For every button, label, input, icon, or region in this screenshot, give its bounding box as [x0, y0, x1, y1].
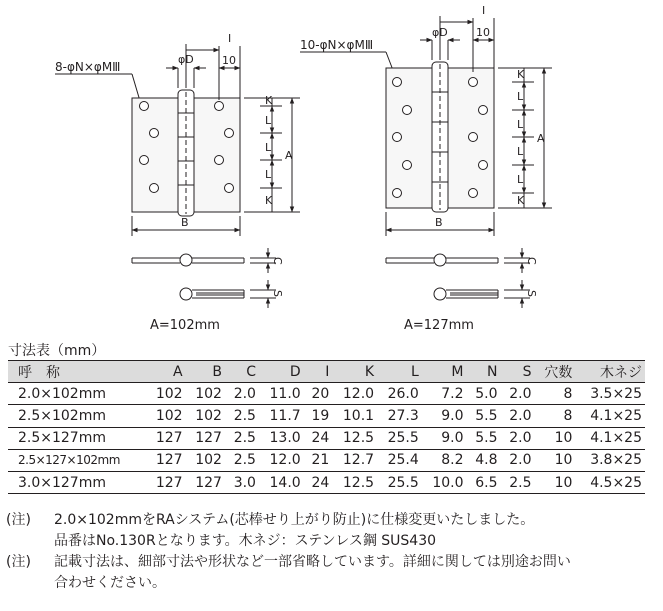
table-cell: 9.0 — [422, 405, 467, 427]
table-cell: 2.0 — [501, 405, 535, 427]
table-cell: 5.0 — [467, 383, 501, 405]
table-cell: 2.5 — [225, 405, 259, 427]
table-cell: 4.8 — [467, 449, 501, 471]
dim-a: A — [537, 132, 545, 145]
header-cell-m: M — [422, 361, 467, 383]
table-cell: 24 — [304, 471, 333, 493]
dim-l-4: L — [517, 173, 524, 186]
dim-phi-d: φD — [432, 26, 448, 39]
dim-i: I — [228, 32, 232, 45]
dim-l-3: L — [265, 168, 272, 181]
note-line: 2.0×102mmをRAシステム(芯棒せり上がり防止)に仕様変更いたしました。 — [54, 512, 535, 528]
table-cell: 3.5×25 — [575, 383, 645, 405]
dim-s: S — [525, 290, 538, 297]
table-cell: 2.5×102mm — [8, 405, 146, 427]
table-cell: 20 — [304, 383, 333, 405]
table-header-row — [8, 361, 645, 383]
table-cell: 2.5×127mm — [8, 427, 146, 449]
table-cell: 12.5 — [332, 471, 377, 493]
table-row — [8, 471, 645, 493]
table-cell: 9.0 — [422, 427, 467, 449]
dim-10: 10 — [476, 26, 490, 39]
dim-l-1: L — [517, 90, 524, 103]
caption-102: A=102mm — [150, 318, 220, 333]
header-cell-screw: 木ネジ — [575, 361, 645, 383]
table-cell: 27.3 — [377, 405, 422, 427]
dim-s: S — [271, 290, 284, 297]
table-cell: 14.0 — [259, 471, 304, 493]
dim-l-2: L — [517, 118, 524, 131]
header-cell-s: S — [501, 361, 535, 383]
table-cell: 102 — [146, 405, 185, 427]
notes — [6, 510, 656, 594]
table-cell: 3.0 — [225, 471, 259, 493]
header-cell-d: D — [259, 361, 304, 383]
dim-k-top: K — [517, 68, 525, 81]
table-row — [8, 383, 645, 405]
note-1 — [6, 510, 656, 552]
header-cell-b: B — [186, 361, 225, 383]
note-mark: (注) — [6, 554, 31, 570]
table-cell: 2.5 — [225, 427, 259, 449]
note-line: 記載寸法は、細部寸法や形状など一部省略しています。詳細に関しては別途お問い — [54, 554, 571, 570]
table-cell: 127 — [186, 427, 225, 449]
dim-k-bottom: K — [517, 194, 525, 207]
dim-k-top: K — [265, 94, 273, 107]
dim-b: B — [435, 216, 443, 229]
table-row — [8, 427, 645, 449]
table-cell: 3.8×25 — [575, 449, 645, 471]
note-2 — [6, 552, 656, 594]
table-cell: 6.5 — [467, 471, 501, 493]
table-cell: 10 — [535, 427, 576, 449]
dim-c: C — [525, 257, 538, 265]
header-cell-i: I — [304, 361, 333, 383]
table-cell: 4.5×25 — [575, 471, 645, 493]
caption-127: A=127mm — [404, 318, 474, 333]
table-cell: 2.0 — [501, 449, 535, 471]
table-cell: 25.4 — [377, 449, 422, 471]
table-cell: 2.5 — [225, 449, 259, 471]
dim-phi-d: φD — [178, 53, 194, 66]
table-cell: 13.0 — [259, 427, 304, 449]
table-cell: 26.0 — [377, 383, 422, 405]
table-cell: 19 — [304, 405, 333, 427]
hinge-drawing-102 — [55, 32, 300, 333]
dim-a: A — [285, 149, 293, 162]
dim-l-2: L — [265, 141, 272, 154]
table-cell: 127 — [186, 471, 225, 493]
table-title: 寸法表（mm） — [8, 343, 106, 359]
table-cell: 2.5 — [501, 471, 535, 493]
dimension-table — [8, 360, 645, 494]
table-cell: 8 — [535, 383, 576, 405]
header-cell-l: L — [377, 361, 422, 383]
dim-10: 10 — [222, 54, 236, 67]
header-cell-a: A — [146, 361, 185, 383]
table-cell: 127 — [146, 427, 185, 449]
table-cell: 102 — [186, 449, 225, 471]
note-line: 合わせください。 — [54, 575, 166, 591]
table-cell: 2.5×127×102mm — [8, 449, 146, 471]
dim-c: C — [271, 257, 284, 265]
table-cell: 102 — [186, 383, 225, 405]
table-cell: 12.0 — [259, 449, 304, 471]
table-cell: 2.0 — [225, 383, 259, 405]
table-cell: 127 — [146, 471, 185, 493]
table-cell: 4.1×25 — [575, 405, 645, 427]
header-cell-k: K — [332, 361, 377, 383]
hole-spec-label: 10-φN×φMⅢ — [300, 38, 374, 52]
table-cell: 11.7 — [259, 405, 304, 427]
table-cell: 21 — [304, 449, 333, 471]
table-cell: 8 — [535, 405, 576, 427]
table-cell: 5.5 — [467, 405, 501, 427]
dim-i: I — [482, 4, 486, 17]
table-cell: 8.2 — [422, 449, 467, 471]
hole-spec-label: 8-φN×φMⅢ — [55, 60, 121, 74]
table-cell: 127 — [146, 449, 185, 471]
table-cell: 10.1 — [332, 405, 377, 427]
table-cell: 102 — [186, 405, 225, 427]
table-cell: 11.0 — [259, 383, 304, 405]
header-cell-c: C — [225, 361, 259, 383]
table-cell: 102 — [146, 383, 185, 405]
table-cell: 12.5 — [332, 427, 377, 449]
table-cell: 12.7 — [332, 449, 377, 471]
note-mark: (注) — [6, 512, 31, 528]
table-row — [8, 405, 645, 427]
table-cell: 12.0 — [332, 383, 377, 405]
table-cell: 5.5 — [467, 427, 501, 449]
table-cell: 10 — [535, 449, 576, 471]
table-cell: 3.0×127mm — [8, 471, 146, 493]
table-cell: 7.2 — [422, 383, 467, 405]
table-cell: 2.0 — [501, 383, 535, 405]
header-cell-holes: 穴数 — [535, 361, 576, 383]
hinge-drawing-127 — [300, 4, 552, 333]
table-cell: 24 — [304, 427, 333, 449]
table-cell: 2.0×102mm — [8, 383, 146, 405]
dim-k-bottom: K — [265, 194, 273, 207]
dim-b: B — [181, 216, 189, 229]
table-row — [8, 449, 645, 471]
table-cell: 25.5 — [377, 471, 422, 493]
table-cell: 10.0 — [422, 471, 467, 493]
table-cell: 4.1×25 — [575, 427, 645, 449]
dim-l-1: L — [265, 114, 272, 127]
table-cell: 10 — [535, 471, 576, 493]
table-cell: 2.0 — [501, 427, 535, 449]
header-cell-n: N — [467, 361, 501, 383]
dim-l-3: L — [517, 145, 524, 158]
header-cell-name: 呼称 — [8, 361, 146, 383]
table-cell: 25.5 — [377, 427, 422, 449]
note-line: 品番はNo.130Rとなります。木ネジ：ステンレス鋼 SUS430 — [54, 533, 437, 549]
